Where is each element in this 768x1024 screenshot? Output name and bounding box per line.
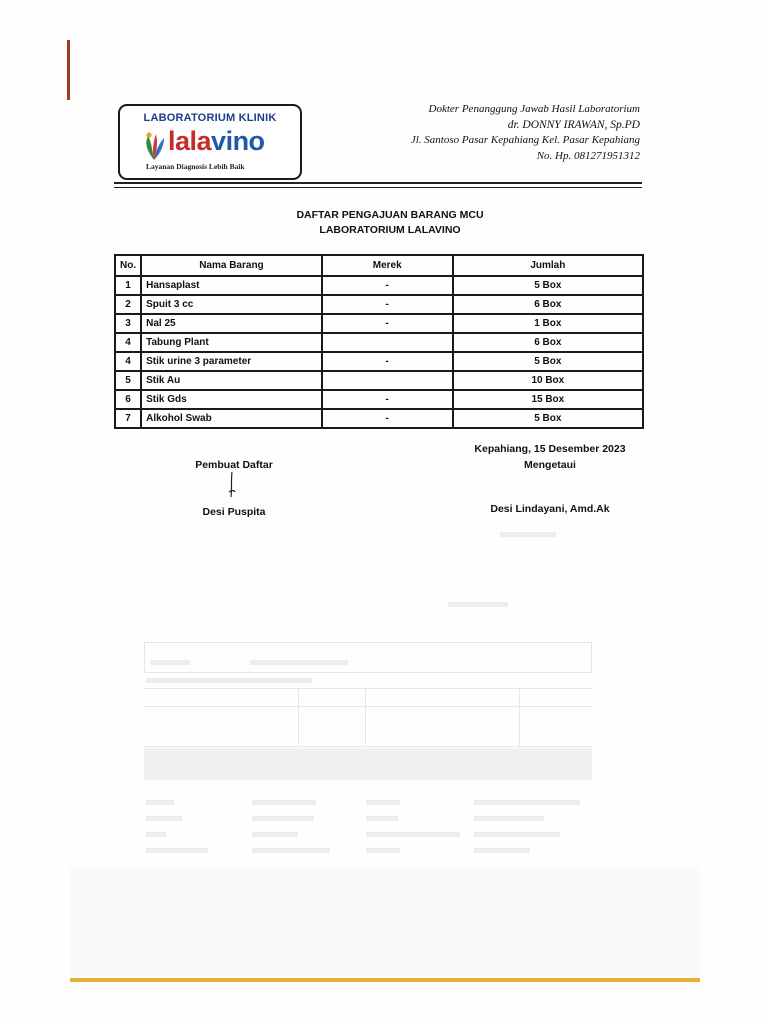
cell-merek: - [322,295,453,314]
cell-nama: Nal 25 [141,314,322,333]
table-row [115,276,643,295]
cell-jumlah: 5 Box [453,276,643,295]
document-title [250,208,530,238]
cell-no: 2 [115,295,141,314]
place-date: Kepahiang, 15 Desember 2023 [474,443,626,455]
handwritten-signature [224,470,240,500]
logo-heading: LABORATORIUM KLINIK [143,112,277,124]
doctor-address: Jl. Santoso Pasar Kepahiang Kel. Pasar Kepahiang [410,134,640,146]
header-jumlah: Jumlah [453,255,643,276]
cell-no: 5 [115,371,141,390]
table-row [115,295,643,314]
title-line-2: LABORATORIUM LALAVINO [319,224,461,236]
header-merek: Merek [322,255,453,276]
header-no: No. [115,255,141,276]
table-row [115,371,643,390]
signature-left-name: Desi Puspita [202,506,266,518]
cell-no: 6 [115,390,141,409]
cell-jumlah: 6 Box [453,333,643,352]
signature-left-title: Pembuat Daftar [195,459,273,471]
lab-logo [118,104,302,180]
table-row [115,333,643,352]
cell-merek: - [322,314,453,333]
cell-merek: - [322,352,453,371]
doctor-info [411,102,640,164]
cell-merek: - [322,409,453,428]
cell-nama: Spuit 3 cc [141,295,322,314]
cell-jumlah: 5 Box [453,352,643,371]
cell-merek: - [322,390,453,409]
items-table [114,254,644,429]
cell-no: 3 [115,314,141,333]
logo-wordmark-part2: vino [211,126,265,156]
signature-right-block [470,441,630,473]
table-header-row [115,255,643,276]
cell-jumlah: 15 Box [453,390,643,409]
cell-no: 4 [115,333,141,352]
logo-wordmark [168,126,265,157]
paper-edge [67,40,70,100]
doctor-phone: No. Hp. 081271951312 [536,149,640,162]
table-row [115,390,643,409]
logo-wordmark-part1: lala [168,126,212,156]
logo-figure-icon [142,130,166,162]
cell-nama: Stik Au [141,371,322,390]
cell-nama: Hansaplast [141,276,322,295]
cell-nama: Stik Gds [141,390,322,409]
cell-jumlah: 5 Box [453,409,643,428]
cell-no: 7 [115,409,141,428]
cell-jumlah: 10 Box [453,371,643,390]
signature-right-name: Desi Lindayani, Amd.Ak [490,503,610,515]
doctor-name: dr. DONNY IRAWAN, Sp.PD [507,118,640,131]
cell-nama: Alkohol Swab [141,409,322,428]
paper-edge-bottom [70,978,700,982]
cell-nama: Tabung Plant [141,333,322,352]
table-row [115,409,643,428]
table-row [115,314,643,333]
signature-right-title: Mengetaui [524,459,576,471]
cell-merek [322,333,453,352]
cell-jumlah: 1 Box [453,314,643,333]
title-line-1: DAFTAR PENGAJUAN BARANG MCU [296,209,484,221]
doctor-role: Dokter Penanggung Jawab Hasil Laboratorium [428,103,640,115]
header-divider [114,182,642,184]
table-row [115,352,643,371]
header-nama-barang: Nama Barang [141,255,322,276]
header-divider-thin [114,187,642,188]
logo-tagline: Layanan Diagnosis Lebih Baik [146,162,245,171]
cell-nama: Stik urine 3 parameter [141,352,322,371]
cell-no: 1 [115,276,141,295]
cell-jumlah: 6 Box [453,295,643,314]
cell-no: 4 [115,352,141,371]
bleed-through-area [70,866,700,976]
cell-merek [322,371,453,390]
cell-merek: - [322,276,453,295]
